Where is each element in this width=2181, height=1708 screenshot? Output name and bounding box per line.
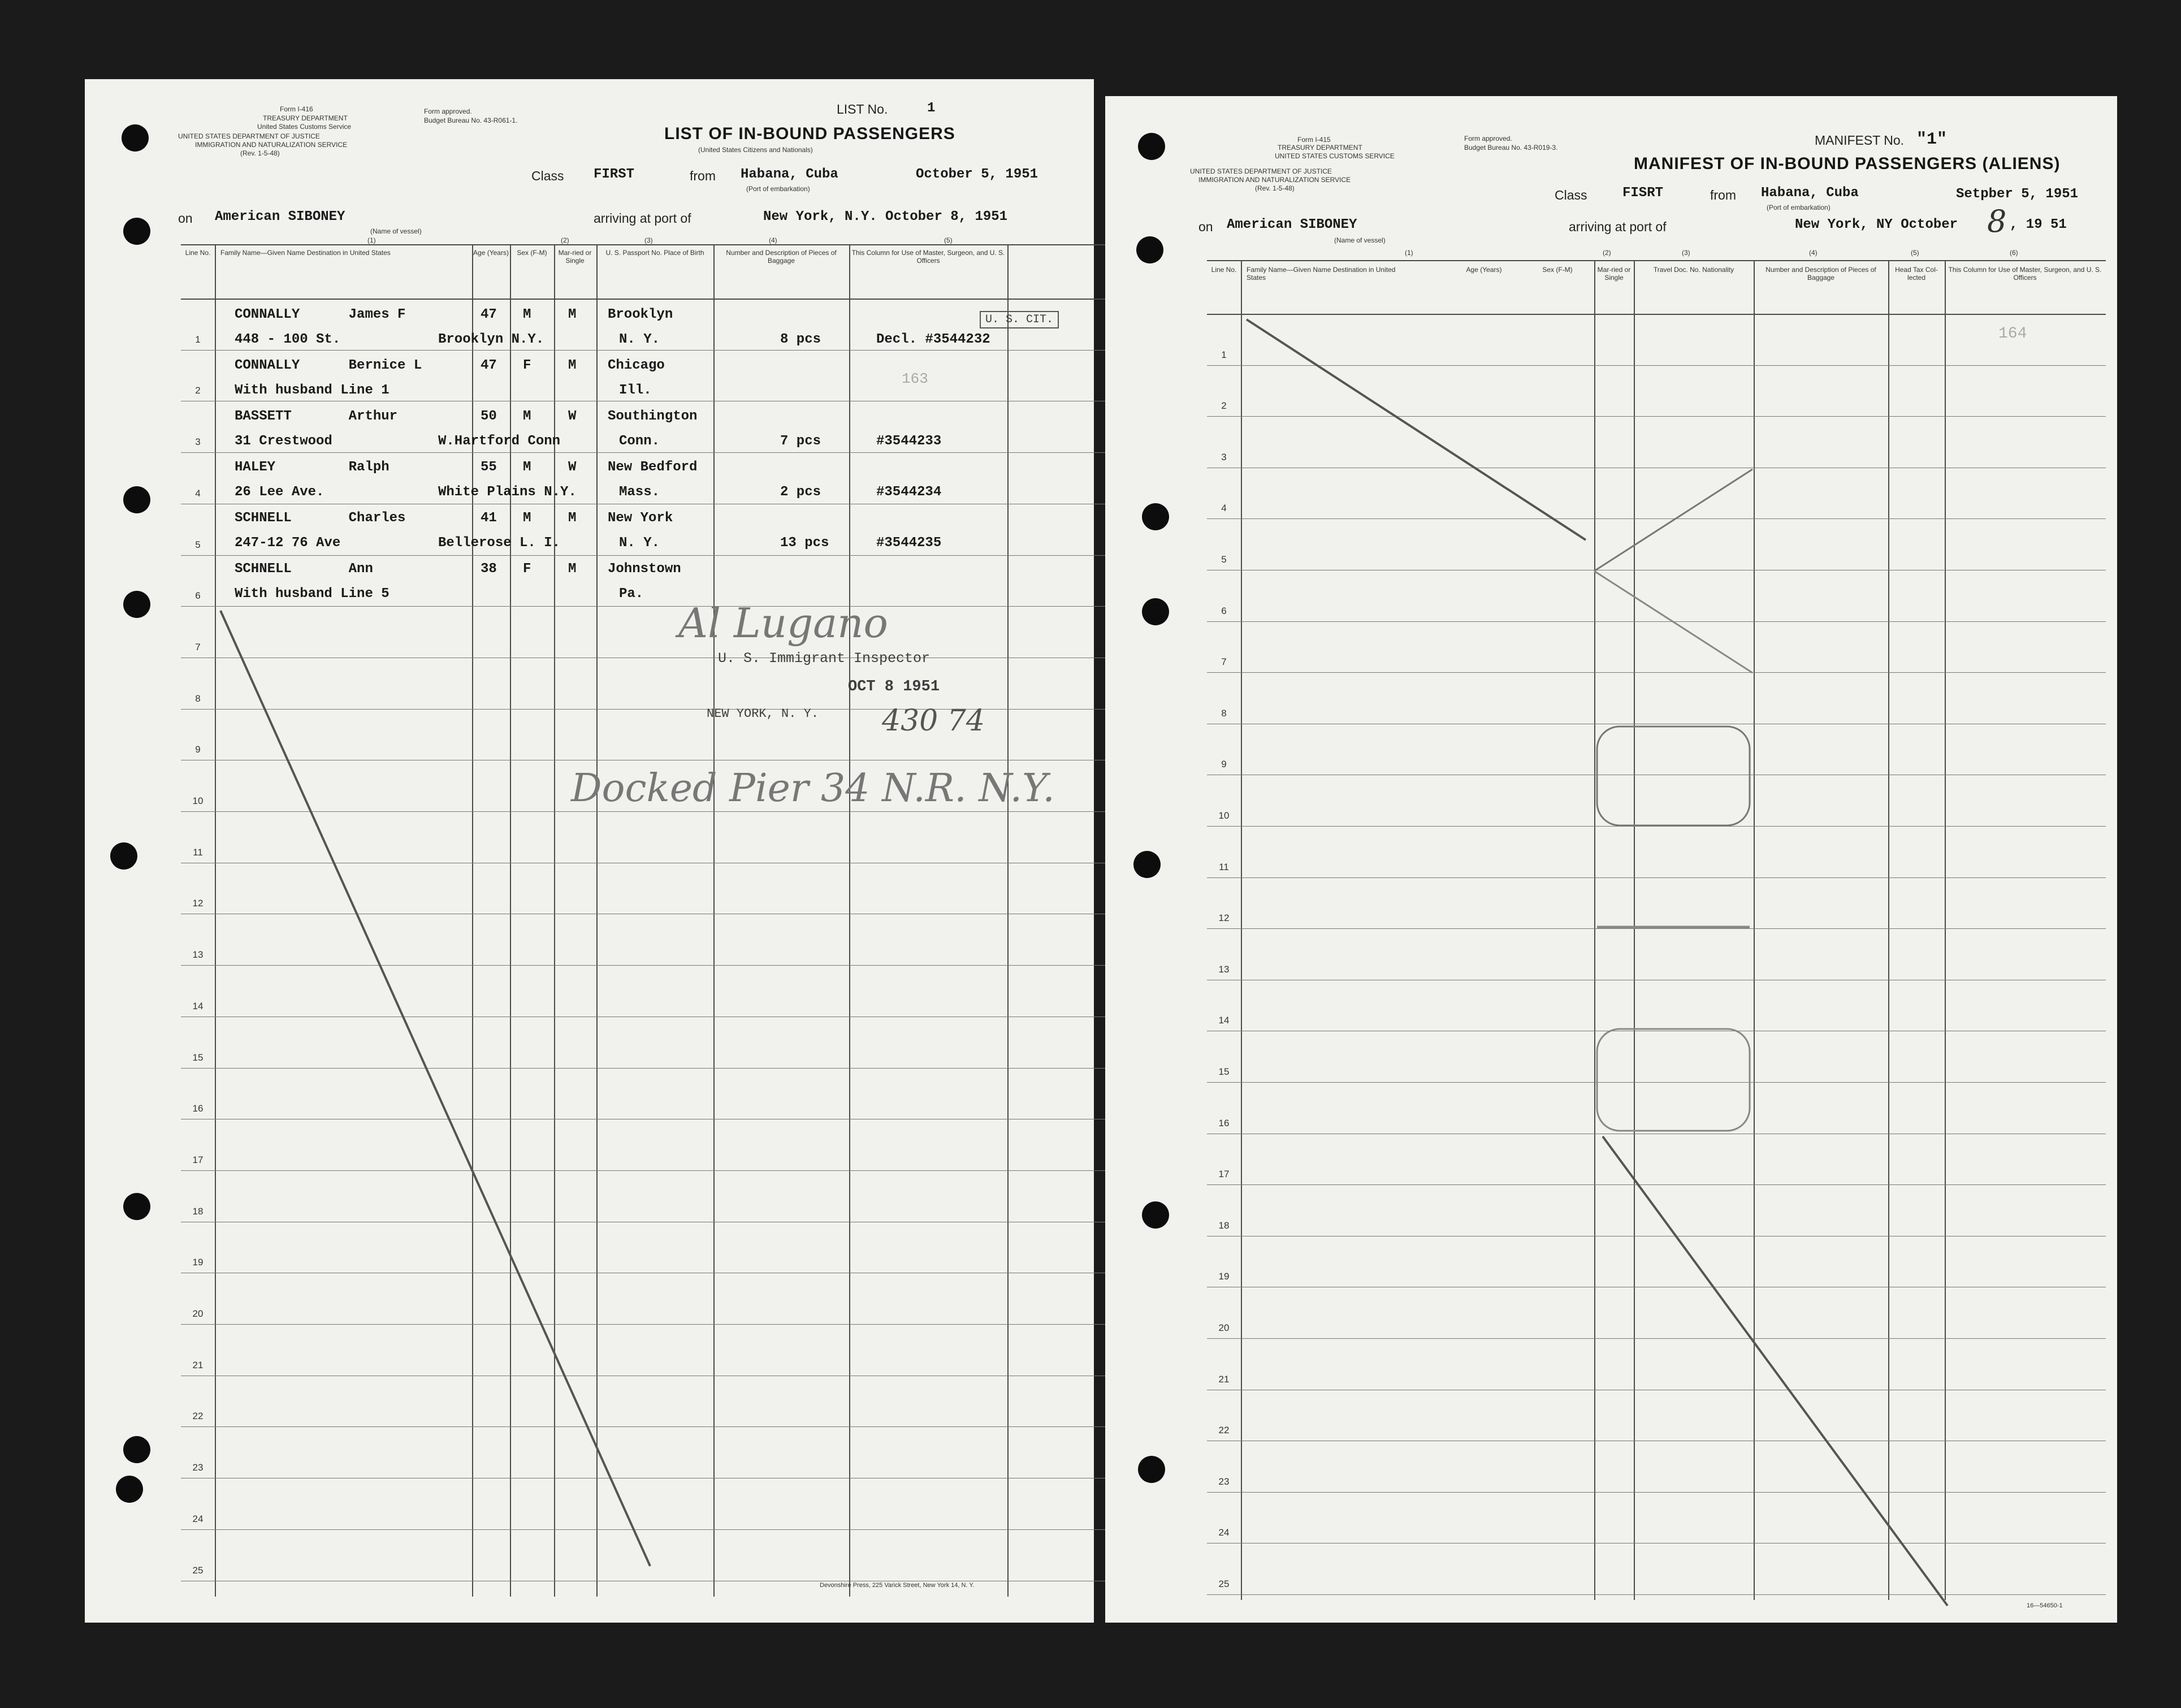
departure-date: Setpber 5, 1951 [1956, 187, 2079, 202]
class-value: FISRT [1622, 185, 1664, 201]
arriving-label: arriving at port of [1569, 219, 1667, 234]
line-number: 22 [192, 1411, 204, 1422]
on-label: on [178, 211, 193, 226]
passenger-dest: 31 Crestwood [235, 434, 332, 449]
header-baggage: Number and Description of Pieces of Baggage [1765, 266, 1876, 282]
passenger-birth2: Pa. [619, 586, 644, 602]
punch-hole [122, 124, 149, 152]
punch-hole [1136, 236, 1163, 263]
passenger-dest: 247-12 76 Ave [235, 535, 341, 551]
header-married: Mar-ried or Single [1597, 266, 1631, 282]
revision-date: (Rev. 1-5-48) [1255, 184, 1295, 192]
passenger-officer: #3544235 [876, 535, 942, 551]
passenger-age: 47 [481, 358, 497, 373]
passenger-sex: M [523, 307, 531, 322]
line-number: 6 [1221, 605, 1227, 616]
line-number: 4 [195, 487, 201, 499]
col-num-4: (4) [769, 236, 777, 244]
vessel-name: American SIBONEY [1227, 217, 1357, 232]
passenger-marital: M [568, 561, 577, 577]
col-num-2: (2) [1603, 249, 1611, 257]
line-number: 17 [192, 1154, 204, 1165]
passenger-city: Brooklyn N.Y. [438, 332, 544, 347]
class-label: Class [1555, 188, 1587, 202]
from-label: from [1710, 188, 1736, 202]
header-baggage: Number and Description of Pieces of Baggage [726, 249, 837, 265]
line-number: 2 [1221, 400, 1227, 412]
on-label: on [1198, 219, 1213, 234]
passenger-officer: Decl. #3544232 [876, 332, 990, 347]
line-number: 10 [1218, 810, 1230, 821]
passenger-sex: F [523, 561, 531, 577]
list-number: 1 [927, 101, 936, 116]
passenger-baggage: 7 pcs [780, 434, 821, 449]
form-approved: Form approved. [1464, 135, 1512, 142]
departure-date: October 5, 1951 [916, 167, 1038, 182]
header-line-no: Line No. [1211, 266, 1237, 274]
line-number: 13 [192, 949, 204, 961]
header-head-tax: Head Tax Col-lected [1895, 266, 1938, 282]
line-number: 22 [1218, 1425, 1230, 1436]
inbound-aliens-manifest-sheet [1105, 96, 2117, 1623]
line-number: 11 [1219, 861, 1229, 872]
page-subtitle: (United States Citizens and Nationals) [698, 146, 813, 154]
col-num-5: (5) [1911, 249, 1919, 257]
header-sex: Sex (F-M) [1542, 266, 1573, 274]
list-number-label: LIST No. [837, 102, 888, 116]
punch-hole [110, 842, 137, 870]
passenger-age: 50 [481, 409, 497, 424]
form-number: Form I-415 [1297, 136, 1331, 144]
col-num-5: (5) [944, 236, 953, 244]
passenger-name: SCHNELL Charles [235, 511, 406, 526]
line-number: 16 [1218, 1117, 1230, 1128]
passenger-baggage: 13 pcs [780, 535, 829, 551]
line-number: 24 [192, 1513, 204, 1524]
header-officers: This Column for Use of Master, Surgeon, and U. S. Officers [1948, 266, 2102, 282]
col-num-6: (6) [2010, 249, 2018, 257]
line-number: 5 [195, 539, 201, 550]
passenger-city: Bellerose L. I. [438, 535, 561, 551]
cancel-line [85, 79, 1094, 1623]
line-number: 15 [1218, 1066, 1230, 1077]
header-passport: U. S. Passport No. Place of Birth [605, 249, 704, 257]
line-number: 5 [1221, 554, 1227, 565]
passenger-birth1: New York [608, 511, 673, 526]
line-number: 18 [1218, 1220, 1230, 1231]
record-number-164: 164 [1998, 325, 2027, 343]
us-citizen-stamp: U. S. CIT. [980, 311, 1059, 328]
immigration-service: IMMIGRATION AND NATURALIZATION SERVICE [195, 141, 348, 149]
docked-note: Docked Pier 34 N.R. N.Y. [571, 766, 1055, 811]
passenger-sex: M [523, 409, 531, 424]
passenger-dest: With husband Line 1 [235, 383, 390, 398]
passenger-dest: 448 - 100 St. [235, 332, 341, 347]
budget-bureau-number: Budget Bureau No. 43-R019-3. [1464, 144, 1558, 152]
vessel-note: (Name of vessel) [370, 227, 422, 235]
line-number: 20 [192, 1308, 204, 1319]
line-number: 19 [1218, 1271, 1230, 1282]
line-number: 14 [1218, 1015, 1230, 1026]
passenger-baggage: 2 pcs [780, 485, 821, 500]
passenger-birth1: Brooklyn [608, 307, 673, 322]
arrival-port: New York, NY October [1795, 217, 1958, 232]
passenger-officer: #3544233 [876, 434, 942, 449]
punch-hole [1142, 598, 1169, 625]
passenger-sex: M [523, 511, 531, 526]
line-number: 4 [1221, 503, 1227, 514]
punch-hole [116, 1476, 143, 1503]
manifest-number: "1" [1916, 130, 1948, 149]
line-number: 8 [195, 693, 201, 704]
passenger-marital: M [568, 358, 577, 373]
punch-hole [123, 1436, 150, 1463]
passenger-officer: #3544234 [876, 485, 942, 500]
passenger-birth1: Johnstown [608, 561, 681, 577]
header-line-no: Line No. [185, 249, 211, 257]
passenger-birth1: New Bedford [608, 460, 698, 475]
line-number: 11 [193, 846, 203, 858]
customs-service: United States Customs Service [257, 123, 352, 131]
header-officers: This Column for Use of Master, Surgeon, and U. S. Officers [851, 249, 1005, 265]
passenger-name: HALEY Ralph [235, 460, 390, 475]
arrival-day: 8 [1987, 204, 2007, 239]
line-number: 8 [1221, 707, 1227, 719]
passenger-age: 47 [481, 307, 497, 322]
line-number: 20 [1218, 1322, 1230, 1333]
line-number: 10 [192, 795, 204, 806]
treasury-department: TREASURY DEPARTMENT [1278, 144, 1362, 152]
arrival-year: , 19 51 [2010, 217, 2067, 232]
class-value: FIRST [594, 167, 635, 182]
line-number: 7 [1221, 656, 1227, 668]
passenger-marital: W [568, 409, 577, 424]
line-number: 7 [195, 641, 201, 652]
passenger-birth2: Mass. [619, 485, 660, 500]
line-number: 12 [1218, 913, 1230, 924]
header-married: Mar-ried or Single [558, 249, 592, 265]
from-label: from [690, 168, 716, 183]
punch-hole [1142, 1201, 1169, 1229]
inspector-signature: Al Lugano [678, 599, 888, 647]
immigration-service: IMMIGRATION AND NATURALIZATION SERVICE [1198, 176, 1351, 184]
embarkation-port: Habana, Cuba [741, 167, 838, 182]
line-number: 12 [192, 898, 204, 909]
header-name: Family Name—Given Name Destination in United States [1247, 266, 1396, 282]
form-approved: Form approved. [424, 107, 472, 115]
passenger-name: SCHNELL Ann [235, 561, 373, 577]
line-number: 9 [195, 744, 201, 755]
cancel-marks [1105, 96, 2117, 1623]
class-label: Class [531, 168, 564, 183]
line-number: 6 [195, 590, 201, 602]
arriving-label: arriving at port of [594, 211, 691, 226]
punch-hole [1133, 851, 1161, 878]
passenger-birth1: Chicago [608, 358, 665, 373]
inspector-stamp-title: U. S. Immigrant Inspector [718, 650, 931, 667]
line-number: 23 [1218, 1476, 1230, 1487]
line-number: 2 [195, 385, 201, 396]
inbound-citizens-list-sheet [85, 79, 1094, 1623]
punch-hole [123, 591, 150, 618]
inspector-stamp-date: OCT 8 1951 [848, 678, 940, 695]
punch-hole [123, 218, 150, 245]
passenger-sex: M [523, 460, 531, 475]
passenger-birth2: Conn. [619, 434, 660, 449]
vessel-note: (Name of vessel) [1334, 236, 1386, 244]
passenger-birth2: N. Y. [619, 332, 660, 347]
page-title: LIST OF IN-BOUND PASSENGERS [664, 124, 955, 143]
passenger-name: CONNALLY James F [235, 307, 406, 322]
passenger-city: W.Hartford Conn [438, 434, 561, 449]
form-code: 16—54650-1 [2027, 1602, 2063, 1609]
budget-bureau-number: Budget Bureau No. 43-R061-1. [424, 116, 518, 124]
passenger-birth2: Ill. [619, 383, 652, 398]
col-num-3: (3) [1682, 249, 1690, 257]
line-number: 25 [192, 1564, 204, 1576]
passenger-marital: W [568, 460, 577, 475]
passenger-name: CONNALLY Bernice L [235, 358, 422, 373]
line-number: 18 [192, 1205, 204, 1217]
col-num-2: (2) [561, 236, 569, 244]
punch-hole [1142, 503, 1169, 530]
punch-hole [1138, 1456, 1165, 1483]
line-number: 17 [1218, 1169, 1230, 1180]
passenger-birth2: N. Y. [619, 535, 660, 551]
line-number: 9 [1221, 759, 1227, 770]
page-title: MANIFEST OF IN-BOUND PASSENGERS (ALIENS) [1634, 154, 2061, 173]
passenger-birth1: Southington [608, 409, 698, 424]
passenger-age: 41 [481, 511, 497, 526]
port-note: (Port of embarkation) [746, 185, 810, 193]
department-of-justice: UNITED STATES DEPARTMENT OF JUSTICE [1190, 167, 1332, 175]
line-number: 16 [192, 1103, 204, 1114]
line-number: 1 [1221, 349, 1227, 360]
revision-date: (Rev. 1-5-48) [240, 149, 280, 157]
passenger-dest: 26 Lee Ave. [235, 485, 324, 500]
line-number: 23 [192, 1462, 204, 1473]
passenger-age: 38 [481, 561, 497, 577]
line-number: 15 [192, 1052, 204, 1063]
passenger-dest: With husband Line 5 [235, 586, 390, 602]
port-note: (Port of embarkation) [1767, 204, 1831, 211]
treasury-department: TREASURY DEPARTMENT [263, 114, 348, 122]
punch-hole [123, 486, 150, 513]
line-number: 21 [192, 1359, 204, 1370]
line-number: 24 [1218, 1527, 1230, 1538]
punch-hole [1138, 133, 1165, 160]
line-number: 3 [1221, 451, 1227, 462]
passenger-marital: M [568, 511, 577, 526]
customs-service: UNITED STATES CUSTOMS SERVICE [1275, 152, 1395, 160]
line-number: 14 [192, 1000, 204, 1011]
arrival-port-date: New York, N.Y. October 8, 1951 [763, 209, 1008, 224]
handwritten-code: 430 74 [882, 704, 985, 738]
vessel-name: American SIBONEY [215, 209, 345, 224]
printer-imprint: Devonshire Press, 225 Varick Street, New York 14, N. Y. [820, 1582, 975, 1589]
line-number: 25 [1218, 1579, 1230, 1589]
embarkation-port: Habana, Cuba [1761, 185, 1859, 201]
form-number: Form I-416 [280, 105, 313, 113]
line-number: 3 [195, 436, 201, 448]
col-num-3: (3) [644, 236, 653, 244]
line-number: 21 [1218, 1373, 1230, 1385]
punch-hole [123, 1193, 150, 1220]
col-num-1: (1) [367, 236, 376, 244]
passenger-marital: M [568, 307, 577, 322]
record-number-163: 163 [902, 370, 928, 387]
department-of-justice: UNITED STATES DEPARTMENT OF JUSTICE [178, 132, 320, 140]
header-age: Age (Years) [1466, 266, 1502, 274]
manifest-number-label: MANIFEST No. [1815, 133, 1905, 148]
line-number: 13 [1218, 963, 1230, 975]
line-number: 19 [192, 1257, 204, 1268]
passenger-sex: F [523, 358, 531, 373]
header-name: Family Name—Given Name Destination in United States [220, 249, 391, 257]
passenger-name: BASSETT Arthur [235, 409, 398, 424]
col-num-1: (1) [1405, 249, 1413, 257]
col-num-4: (4) [1809, 249, 1818, 257]
passenger-city: White Plains N.Y. [438, 485, 577, 500]
header-travel-doc: Travel Doc. No. Nationality [1653, 266, 1734, 274]
passenger-baggage: 8 pcs [780, 332, 821, 347]
header-age: Age (Years) [473, 249, 509, 257]
passenger-age: 55 [481, 460, 497, 475]
line-number: 1 [195, 334, 201, 345]
header-sex: Sex (F-M) [517, 249, 547, 257]
inspector-stamp-location: NEW YORK, N. Y. [707, 707, 819, 721]
